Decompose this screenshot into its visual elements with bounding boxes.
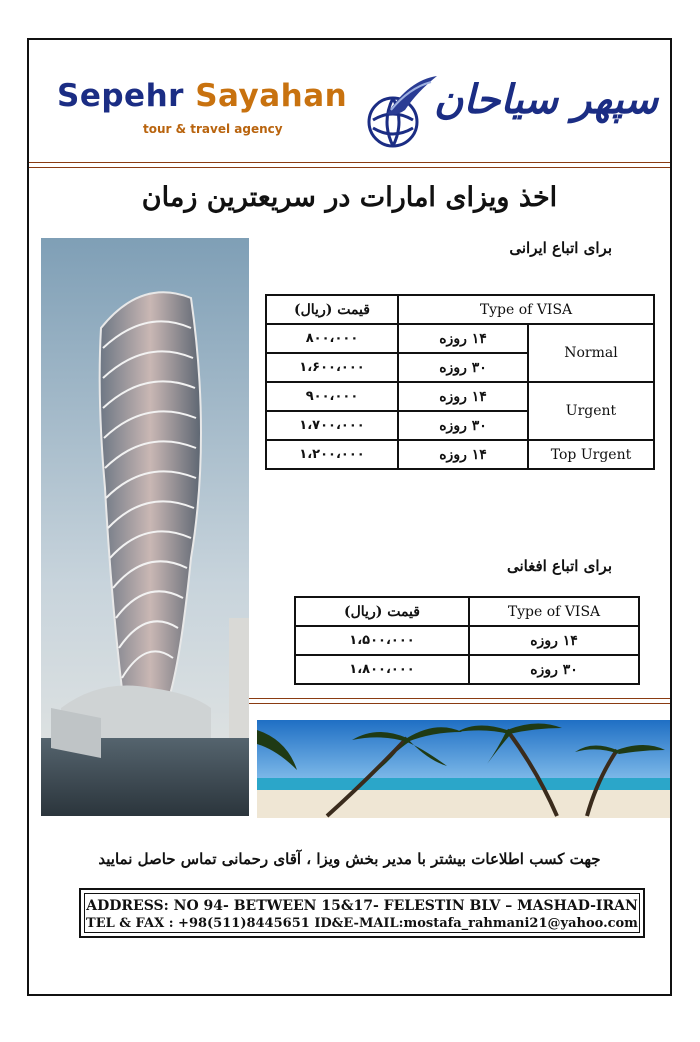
price-cell: ۹۰۰،۰۰۰ <box>266 382 398 411</box>
afghan-visa-table <box>294 596 640 685</box>
duration-cell: ۳۰ روزه <box>469 655 639 684</box>
brand-name-persian: سپهر سیاحان <box>434 76 659 123</box>
price-cell: ۱،۲۰۰،۰۰۰ <box>266 440 398 469</box>
visa-type-cell: Urgent <box>528 382 654 440</box>
table-row <box>266 382 654 411</box>
brand-word-sayahan: Sayahan <box>195 78 348 114</box>
duration-cell: ۱۴ روزه <box>398 324 528 353</box>
visa-type-cell: Top Urgent <box>528 440 654 469</box>
table-row <box>266 440 654 469</box>
header-divider <box>29 162 670 168</box>
address-inner-box <box>84 893 640 933</box>
table-row <box>266 324 654 353</box>
price-column-header: قیمت (ریال) <box>295 597 469 626</box>
beach-photo <box>257 720 670 818</box>
page-headline: اخذ ویزای امارات در سریعترین زمان <box>141 182 558 213</box>
table-row <box>295 626 639 655</box>
price-cell: ۸۰۰،۰۰۰ <box>266 324 398 353</box>
price-cell: ۱،۸۰۰،۰۰۰ <box>295 655 469 684</box>
duration-cell: ۳۰ روزه <box>398 411 528 440</box>
price-column-header: قیمت (ریال) <box>266 295 398 324</box>
table-row <box>295 655 639 684</box>
address-box <box>79 888 645 938</box>
duration-cell: ۳۰ روزه <box>398 353 528 382</box>
brand-name-english <box>57 78 347 114</box>
address-line: ADDRESS: NO 94- BETWEEN 15&17- FELESTIN BLV – MASHAD-IRAN <box>86 898 638 914</box>
price-cell: ۱،۶۰۰،۰۰۰ <box>266 353 398 382</box>
visa-type-column-header: Type of VISA <box>469 597 639 626</box>
iranian-nationals-subtitle: برای اتباع ایرانی <box>509 239 612 257</box>
table-header-row <box>266 295 654 324</box>
tagline: tour & travel agency <box>143 122 283 136</box>
visa-type-column-header: Type of VISA <box>398 295 654 324</box>
afghan-nationals-subtitle: برای اتباع افغانی <box>506 557 612 575</box>
duration-cell: ۱۴ روزه <box>398 382 528 411</box>
visa-type-cell: Normal <box>528 324 654 382</box>
page-border <box>27 38 672 996</box>
iranian-visa-table <box>265 294 655 470</box>
tower-photo <box>41 238 249 816</box>
contact-note: جهت کسب اطلاعات بیشتر با مدیر بخش ویزا ، آقای رحمانی تماس حاصل نمایید <box>98 850 601 868</box>
brand-word-sepehr: Sepehr <box>57 78 184 114</box>
section-divider <box>249 698 670 704</box>
globe-wing-logo-icon <box>351 70 441 152</box>
price-cell: ۱،۷۰۰،۰۰۰ <box>266 411 398 440</box>
table-header-row <box>295 597 639 626</box>
phone-email-line: TEL & FAX : +98(511)8445651 ID&E-MAIL:mostafa_rahmani21@yahoo.com <box>86 916 638 931</box>
price-cell: ۱،۵۰۰،۰۰۰ <box>295 626 469 655</box>
duration-cell: ۱۴ روزه <box>398 440 528 469</box>
duration-cell: ۱۴ روزه <box>469 626 639 655</box>
